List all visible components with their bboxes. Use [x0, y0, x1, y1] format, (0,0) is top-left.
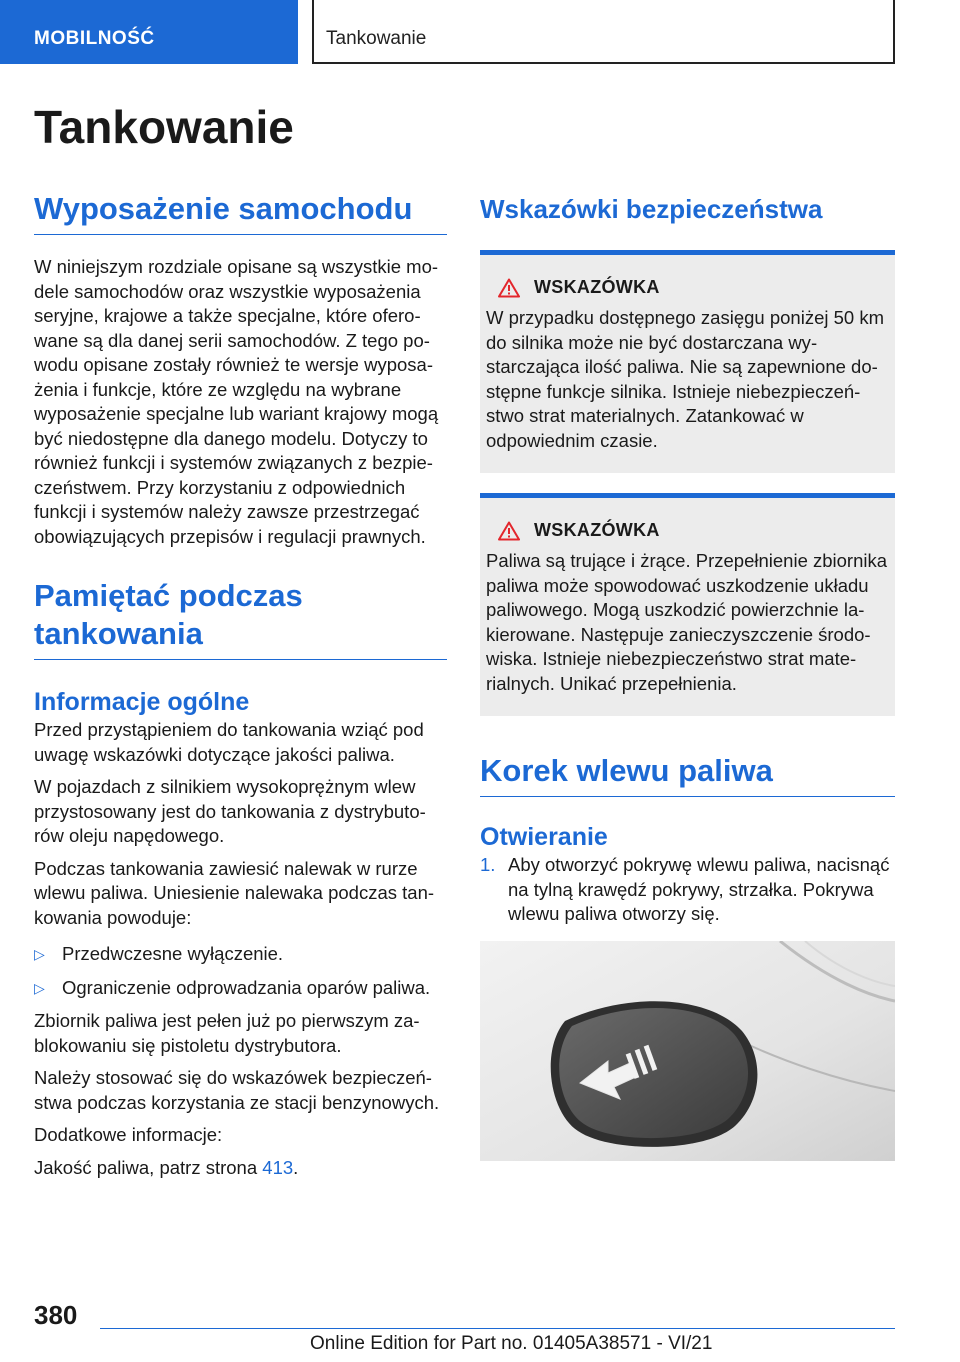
warning-box — [480, 250, 895, 473]
fuel-cap-heading: Korek wlewu paliwa — [480, 752, 895, 797]
general-info-p5: Należy stosować się do wskazówek bezpieczeństwa podczas korzystania ze stacji benzynowych. — [34, 1067, 440, 1113]
warning-title: WSKAZÓWKA — [534, 520, 660, 540]
general-info-heading: Informacje ogólne — [34, 688, 250, 716]
general-info-p1: Przed przystąpieniem do tankowania wziąć pod uwagę wskazówki dotyczące jakości paliwa. — [34, 719, 424, 765]
right-column — [480, 190, 895, 1161]
opening-steps — [480, 853, 895, 927]
refuel-heading-line1: Pamiętać podczas — [34, 578, 303, 613]
warning-header — [486, 520, 889, 541]
reference-text: Jakość paliwa, patrz strona — [34, 1156, 263, 1178]
list-item-text: Przedwczesne wyłączenie. — [62, 943, 284, 964]
opening-heading: Otwieranie — [480, 823, 608, 851]
warning-box — [480, 493, 895, 716]
header-section-label: MOBILNOŚĆ — [0, 0, 298, 64]
fuel-cap-photo — [480, 941, 895, 1161]
page-title: Tankowanie — [34, 101, 294, 153]
equipment-heading: Wyposażenie samochodu — [34, 190, 447, 235]
warning-header — [486, 277, 889, 298]
triangle-bullet-icon: ▷ — [34, 979, 45, 996]
equipment-text: W niniejszym rozdziale opisane są wszystkie modele samochodów oraz wszystkie wyposażenia seryjne, krajowe a także specjalne, które oferowane są dla danej serii samochodów. Z tego powodu opisane zostały również te wersje wyposażenia i funkcje, które ze względu na wybrane wyposażenie specjalne lub wariant krajowy mogą być niedostępne dla danego modelu. Dotyczy to również funkcji i systemów związanych z bezpieczeństwem. Przy korzystaniu z odpowiednich funkcji i systemów należy zawsze przestrzegać obowiązujących przepisów i regulacji prawnych. — [34, 256, 439, 547]
general-info-p6: Dodatkowe informacje: — [34, 1124, 223, 1145]
refuel-heading-line2: tankowania — [34, 616, 203, 651]
page-reference-link[interactable]: 413 — [262, 1156, 294, 1178]
list-item — [34, 942, 447, 967]
list-item — [34, 976, 447, 1001]
triangle-bullet-icon: ▷ — [34, 946, 45, 962]
list-item-text: Ograniczenie odprowadzania oparów paliwa. — [62, 976, 431, 998]
safety-heading: Wskazówki bezpieczeństwa — [480, 194, 823, 224]
fuel-quality-reference — [34, 1156, 447, 1181]
general-info-p4: Zbiornik paliwa jest pełen już po pierwszym zablokowaniu się pistoletu dystrybutora. — [34, 1010, 420, 1056]
refuel-heading — [34, 577, 447, 660]
step-text: Aby otworzyć pokrywę wlewu paliwa, nacisnąć na tylną krawędź pokrywy, strzałka. Pokrywa wlewu paliwa otworzy się. — [508, 854, 890, 924]
reference-end: . — [293, 1156, 299, 1178]
general-info-p2: W pojazdach z silnikiem wysokoprężnym wlew przystosowany jest do tankowania z dystrybutorów oleju napędowego. — [34, 776, 426, 846]
left-column — [34, 190, 447, 1188]
warning-triangle-icon — [498, 521, 520, 541]
page-number: 380 — [34, 1300, 78, 1330]
warning-text: Paliwa są trujące i żrące. Przepełnienie zbiornika paliwa może spowodować uszkodzenie układu paliwowego. Mogą uszkodzić powierzchnie lakierowane. Następuje zanieczyszczenie środowiska. Istnieje niebezpieczeństwo strat materialnych. Unikać przepełnienia. — [486, 550, 888, 694]
step-item — [480, 853, 895, 927]
consequence-list — [34, 942, 447, 1000]
header-topic-label: Tankowanie — [312, 0, 895, 64]
warning-text: W przypadku dostępnego zasięgu poniżej 50 km do silnika może nie być dostarczana wystarczająca ilość paliwa. Nie są zapewnione dostępne funkcje silnika. Istnieje niebezpieczeństwo strat materialnych. Zatankować w odpowiednim czasie. — [486, 307, 884, 451]
step-number: 1. — [480, 854, 496, 875]
footer-divider — [100, 1328, 895, 1329]
warning-title: WSKAZÓWKA — [534, 277, 660, 297]
general-info-p3: Podczas tankowania zawiesić nalewak w rurze wlewu paliwa. Uniesienie nalewaka podczas tankowania powoduje: — [34, 857, 435, 928]
edition-info: Online Edition for Part no. 01405A38571 - VI/21 — [310, 1333, 713, 1354]
warning-triangle-icon — [498, 278, 520, 298]
